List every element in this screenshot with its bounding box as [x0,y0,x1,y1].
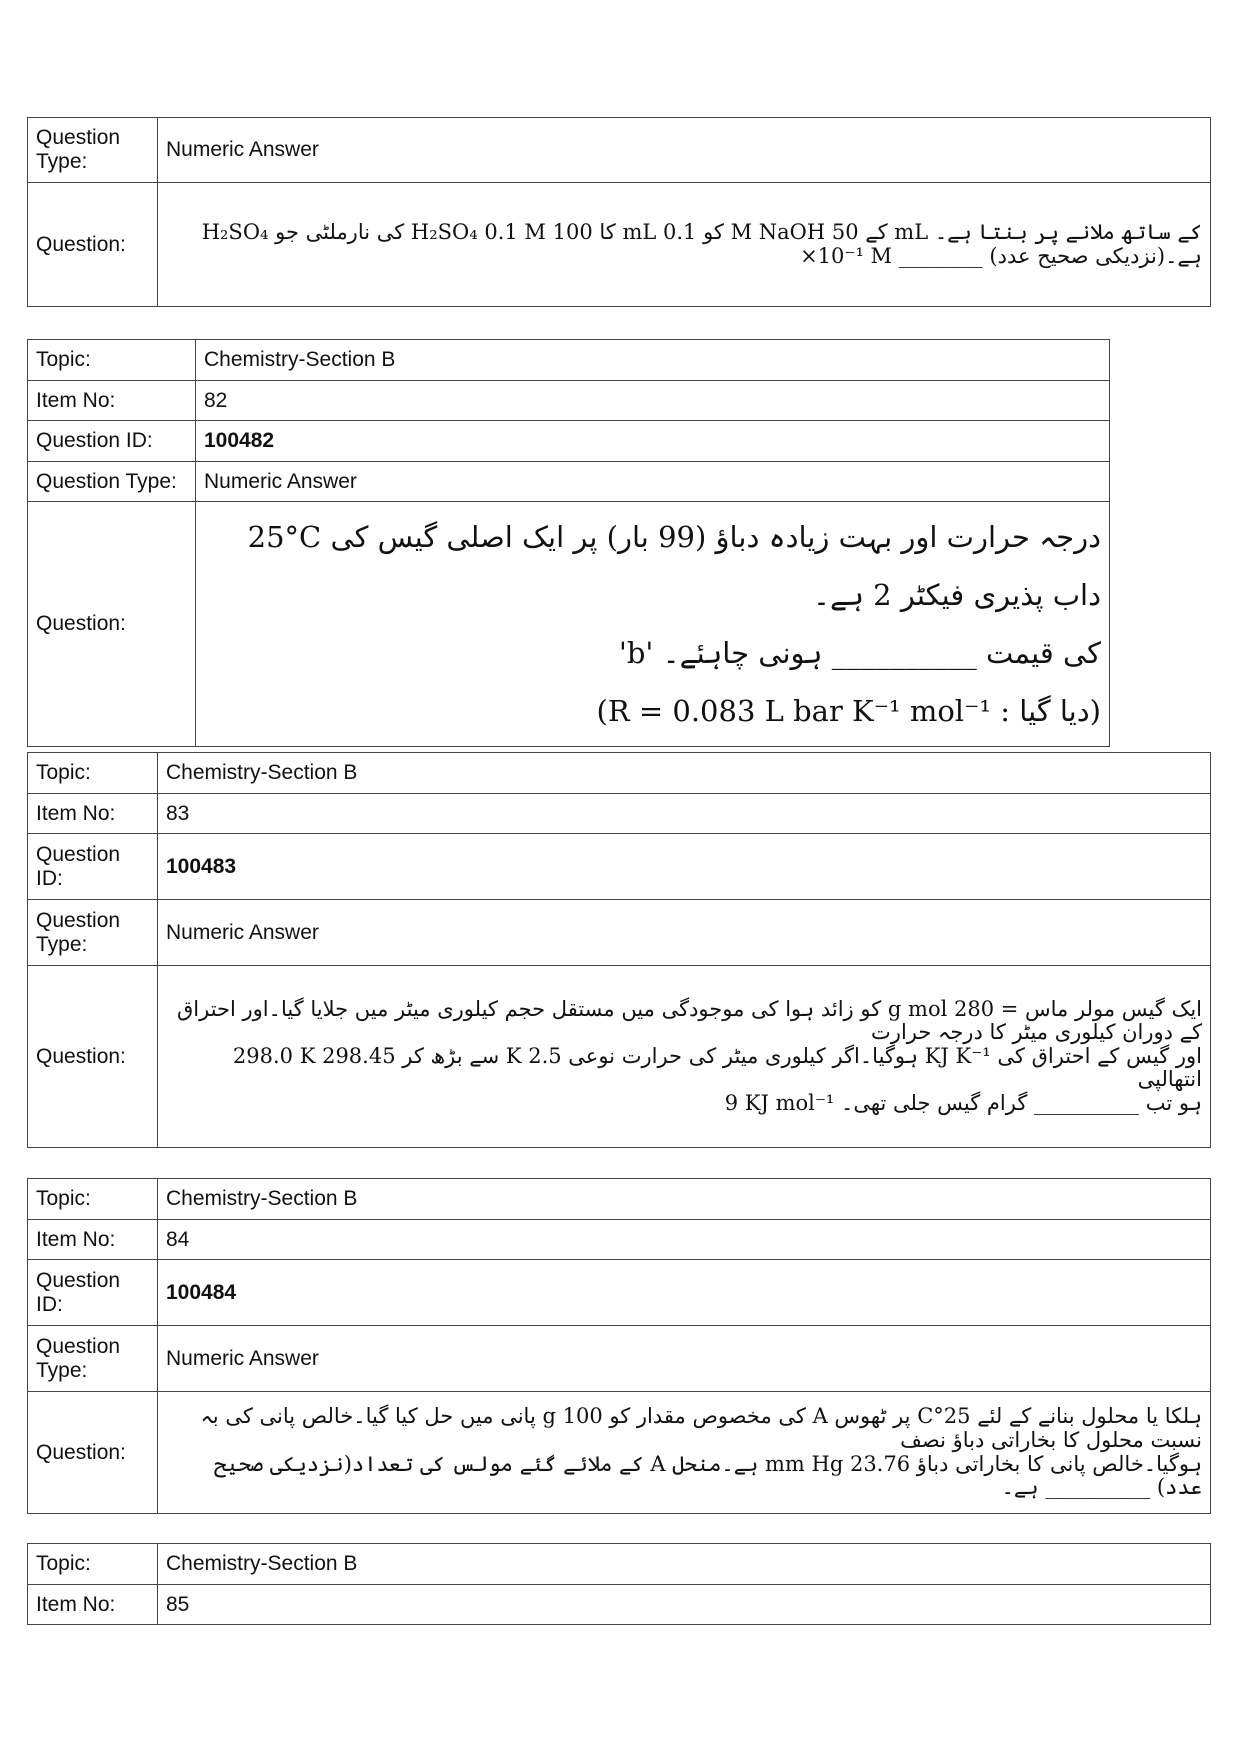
question-label: Question: [28,502,196,747]
item-no-value: 85 [158,1585,1211,1625]
question-line: H₂SO₄ کی نارملٹی جو H₂SO₄ 0.1 M کا 100 mL کو 0.1 M NaOH کے 50 mL کے ساتھ ملانے پر بنتا ہے۔ [201,219,1202,244]
question-table-4 [27,1178,1211,1514]
question-line: 9 KJ mol⁻¹ ہو تب __________ گرام گیس جلی تھی۔ [724,1090,1202,1115]
question-text [158,1392,1211,1514]
topic-value: Chemistry-Section B [158,1544,1211,1585]
topic-value: Chemistry-Section B [158,1179,1211,1220]
item-no-label: Item No: [28,381,196,421]
item-no-value: 83 [158,794,1211,834]
item-no-label: Item No: [28,1585,158,1625]
topic-value: Chemistry-Section B [158,753,1211,794]
question-type-label: Question Type: [28,1326,158,1392]
question-text [196,502,1110,747]
question-id-value: 100484 [158,1260,1211,1326]
question-id-value: 100482 [196,421,1110,462]
question-table-1 [27,117,1211,307]
item-no-value: 82 [196,381,1110,421]
question-type-value: Numeric Answer [158,118,1211,183]
question-text [158,183,1211,307]
question-label: Question: [28,1392,158,1514]
topic-label: Topic: [28,753,158,794]
question-table-2 [27,339,1110,747]
topic-value: Chemistry-Section B [196,340,1110,381]
topic-label: Topic: [28,1544,158,1585]
question-table-3 [27,752,1211,1148]
question-line: ایک گیس مولر ماس = 280 g mol کو زائد ہوا کی موجودگی میں مستقل حجم کیلوری میٹر میں جلایا گیا۔اور احتراق کے دوران کیلوری میٹر کا درجہ حرارت [176,996,1202,1045]
question-line: (R = 0.083 L bar K⁻¹ mol⁻¹ : دیا گیا) [596,694,1101,728]
question-line: 298.0 K سے بڑھ کر 298.45 K ہوگیا۔اگر کیلوری میٹر کی حرارت نوعی 2.5 KJ K⁻¹ اور گیس کے احتراق کی انتھالپی [232,1043,1202,1092]
question-type-value: Numeric Answer [196,462,1110,502]
question-line: 'b' کی قیمت __________ ہونی چاہئے۔ [618,636,1101,670]
question-line: 25°C درجہ حرارت اور بہت زیادہ دباؤ (99 بار) پر ایک اصلی گیس کی داب پذیری فیکٹر 2 ہے۔ [247,520,1101,612]
question-type-value: Numeric Answer [158,900,1211,966]
question-id-label: Question ID: [28,421,196,462]
question-type-label: Question Type: [28,118,158,183]
item-no-label: Item No: [28,1220,158,1260]
question-line: ہوگیا۔خالص پانی کا بخاراتی دباؤ 23.76 mm Hg ہے۔منحل A کے ملائے گئے مولس کی تعداد(نزدیکی صحیح عدد) __________ ہے۔ [213,1451,1202,1500]
topic-label: Topic: [28,1179,158,1220]
question-label: Question: [28,966,158,1148]
question-label: Question: [28,183,158,307]
question-line: ×10⁻¹ M ________ ہے۔(نزدیکی صحیح عدد) [800,243,1202,268]
question-type-label: Question Type: [28,462,196,502]
question-text [158,966,1211,1148]
question-id-label: Question ID: [28,1260,158,1326]
question-type-value: Numeric Answer [158,1326,1211,1392]
question-table-5 [27,1543,1211,1625]
topic-label: Topic: [28,340,196,381]
item-no-value: 84 [158,1220,1211,1260]
question-id-value: 100483 [158,834,1211,900]
question-type-label: Question Type: [28,900,158,966]
item-no-label: Item No: [28,794,158,834]
question-id-label: Question ID: [28,834,158,900]
question-line: ہلکا یا محلول بنانے کے لئے 25°C پر ٹھوس A کی مخصوص مقدار کو 100 g پانی میں حل کیا گیا۔خالص پانی کی بہ نسبت محلول کا بخاراتی دباؤ نصف [200,1404,1202,1452]
